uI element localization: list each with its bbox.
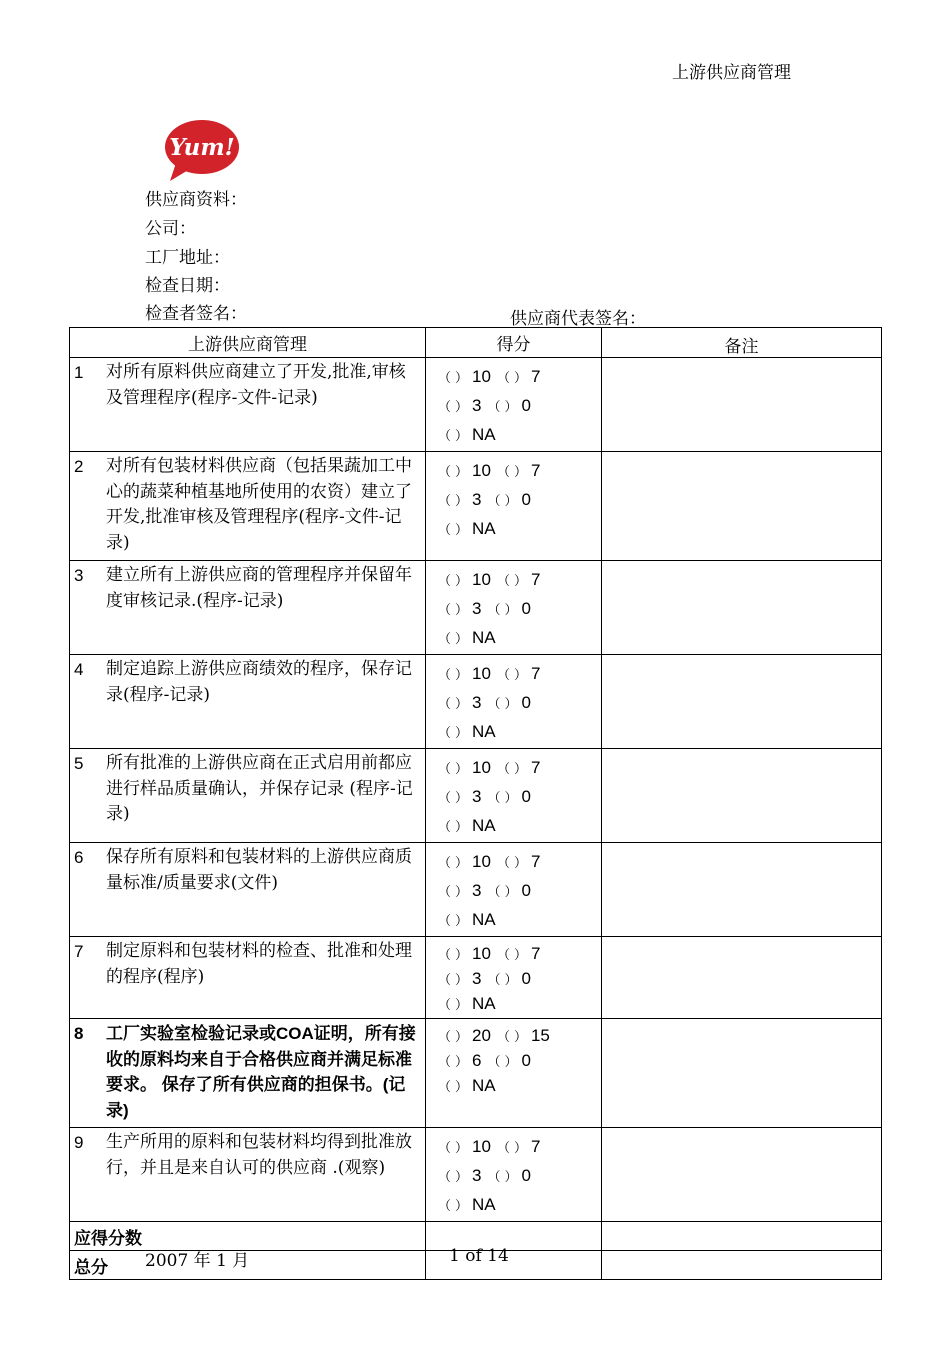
score-value: NA [472, 425, 496, 444]
score-checkbox[interactable]: （） [438, 819, 473, 834]
score-options [426, 358, 602, 452]
score-value: 7 [530, 664, 541, 683]
item-cell [70, 561, 426, 655]
score-checkbox[interactable]: （） [496, 464, 531, 479]
score-value: 3 [472, 693, 482, 712]
score-value: 20 [472, 1026, 491, 1045]
factory-address-label: 工厂地址： [145, 248, 230, 268]
score-value: 0 [521, 787, 531, 806]
table-row [70, 843, 882, 937]
score-checkbox[interactable]: （） [438, 667, 473, 682]
score-value: 10 [472, 1137, 491, 1156]
audit-table [69, 327, 882, 1280]
remarks-cell[interactable] [602, 937, 882, 1019]
total-due-label: 应得分数 [70, 1222, 426, 1251]
total-remarks[interactable] [602, 1251, 882, 1280]
score-option-line [438, 876, 601, 905]
score-checkbox[interactable]: （） [438, 370, 473, 385]
score-option-line [438, 1132, 601, 1161]
score-checkbox[interactable]: （） [438, 761, 473, 776]
score-value: 10 [472, 367, 491, 386]
score-value: 7 [530, 461, 541, 480]
score-checkbox[interactable]: （） [438, 573, 473, 588]
score-value: 10 [472, 664, 491, 683]
score-value: 7 [530, 570, 541, 589]
score-value: 0 [521, 396, 531, 415]
score-checkbox[interactable]: （） [438, 602, 473, 617]
score-checkbox[interactable]: （） [487, 399, 522, 414]
score-option-line [438, 391, 601, 420]
score-options [426, 561, 602, 655]
item-cell [70, 749, 426, 843]
score-checkbox[interactable]: （） [438, 1198, 473, 1213]
score-checkbox[interactable]: （） [438, 696, 473, 711]
footer-date: 2007 年 1 月 [145, 1251, 250, 1271]
score-value: 3 [472, 881, 482, 900]
score-options [426, 749, 602, 843]
score-options [426, 655, 602, 749]
score-options [426, 843, 602, 937]
remarks-cell[interactable] [602, 358, 882, 452]
score-options [426, 1019, 602, 1128]
score-option-line [438, 782, 601, 811]
table-row [70, 1128, 882, 1222]
score-option-line [438, 485, 601, 514]
score-value: 3 [472, 787, 482, 806]
score-option-line [438, 362, 601, 391]
score-value: 3 [472, 1166, 482, 1185]
score-value: 10 [472, 758, 491, 777]
score-option-line [438, 717, 601, 746]
score-value: NA [472, 1195, 496, 1214]
score-option-line [438, 1048, 601, 1073]
item-number: 6 [74, 848, 84, 867]
item-number: 3 [74, 566, 84, 585]
score-value: 10 [472, 461, 491, 480]
table-row [70, 561, 882, 655]
score-option-line [438, 420, 601, 449]
table-row [70, 749, 882, 843]
table-row [70, 1019, 882, 1128]
score-option-line [438, 659, 601, 688]
score-checkbox[interactable]: （） [487, 696, 522, 711]
item-text: 制定追踪上游供应商绩效的程序，保存记录(程序-记录) [106, 659, 412, 705]
score-value: 10 [472, 944, 491, 963]
remarks-cell[interactable] [602, 655, 882, 749]
score-value: NA [472, 1076, 496, 1095]
item-cell [70, 937, 426, 1019]
score-value: NA [472, 816, 496, 835]
score-value: 0 [521, 969, 531, 988]
score-value: 0 [521, 490, 531, 509]
column-header-item: 上游供应商管理 [70, 328, 426, 358]
remarks-cell[interactable] [602, 452, 882, 561]
score-checkbox[interactable]: （） [438, 464, 473, 479]
remarks-cell[interactable] [602, 843, 882, 937]
score-option-line [438, 1190, 601, 1219]
score-option-line [438, 514, 601, 543]
score-option-line [438, 847, 601, 876]
score-checkbox[interactable]: （） [438, 1169, 473, 1184]
score-value: 15 [530, 1026, 550, 1045]
table-row [70, 358, 882, 452]
table-row [70, 937, 882, 1019]
column-header-remarks: 备注 [602, 328, 882, 358]
score-checkbox[interactable]: （） [496, 947, 531, 962]
score-checkbox[interactable]: （） [487, 1169, 522, 1184]
score-value: 3 [472, 969, 482, 988]
inspection-date-label: 检查日期： [145, 276, 230, 296]
item-cell [70, 1128, 426, 1222]
score-option-line [438, 941, 601, 966]
table-row [70, 655, 882, 749]
score-checkbox[interactable]: （） [438, 399, 473, 414]
score-value: 10 [472, 570, 491, 589]
score-value: 7 [530, 758, 541, 777]
score-checkbox[interactable]: （） [496, 1140, 531, 1155]
score-value: 0 [521, 599, 531, 618]
item-text: 生产所用的原料和包装材料均得到批准放行，并且是来自认可的供应商 .(观察) [106, 1132, 412, 1178]
score-checkbox[interactable]: （） [487, 884, 522, 899]
score-option-line [438, 966, 601, 991]
score-options [426, 937, 602, 1019]
score-value: 3 [472, 599, 482, 618]
score-option-line [438, 594, 601, 623]
score-checkbox[interactable]: （） [438, 428, 473, 443]
score-option-line [438, 688, 601, 717]
score-value: 7 [530, 367, 541, 386]
score-option-line [438, 753, 601, 782]
score-options [426, 452, 602, 561]
score-checkbox[interactable]: （） [438, 1079, 473, 1094]
score-value: NA [472, 910, 496, 929]
score-checkbox[interactable]: （） [496, 855, 531, 870]
score-value: 3 [472, 396, 482, 415]
score-checkbox[interactable]: （） [438, 884, 473, 899]
score-option-line [438, 1073, 601, 1098]
svg-text:Yum!: Yum! [169, 134, 235, 161]
item-text: 对所有包装材料供应商（包括果蔬加工中心的蔬菜种植基地所使用的农资）建立了开发,批准审核及管理程序(程序-文件-记录) [106, 456, 412, 553]
remarks-cell[interactable] [602, 1019, 882, 1128]
score-value: 0 [521, 1051, 531, 1070]
score-value: NA [472, 519, 496, 538]
item-cell [70, 1019, 426, 1128]
score-checkbox[interactable]: （） [496, 370, 531, 385]
item-text: 制定原料和包装材料的检查、批准和处理的程序(程序) [106, 941, 412, 987]
score-value: 3 [472, 490, 482, 509]
score-options [426, 1128, 602, 1222]
score-checkbox[interactable]: （） [487, 790, 522, 805]
score-option-line [438, 623, 601, 652]
score-checkbox[interactable]: （） [438, 493, 473, 508]
score-value: NA [472, 722, 496, 741]
company-label: 公司： [145, 219, 196, 239]
item-text: 工厂实验室检验记录或COA证明，所有接收的原料均来自于合格供应商并满足标准要求。 保存了所有供应商的担保书。(记录) [106, 1024, 416, 1120]
score-value: 0 [521, 1166, 531, 1185]
score-checkbox[interactable]: （） [487, 1054, 522, 1069]
score-checkbox[interactable]: （） [438, 1140, 473, 1155]
item-number: 5 [74, 754, 84, 773]
score-value: 7 [530, 852, 541, 871]
score-checkbox[interactable]: （） [487, 972, 522, 987]
score-value: 10 [472, 852, 491, 871]
score-checkbox[interactable]: （） [438, 631, 473, 646]
score-checkbox[interactable]: （） [438, 1029, 473, 1044]
page-number: 1 of 14 [449, 1246, 509, 1266]
score-checkbox[interactable]: （） [438, 725, 473, 740]
item-text: 对所有原料供应商建立了开发,批准,审核及管理程序(程序-文件-记录) [106, 362, 406, 408]
remarks-cell[interactable] [602, 749, 882, 843]
remarks-cell[interactable] [602, 561, 882, 655]
score-checkbox[interactable]: （） [438, 522, 473, 537]
score-checkbox[interactable]: （） [438, 855, 473, 870]
score-value: 7 [530, 1137, 541, 1156]
score-checkbox[interactable]: （） [496, 1029, 531, 1044]
score-value: 6 [472, 1051, 482, 1070]
score-checkbox[interactable]: （） [438, 790, 473, 805]
score-option-line [438, 456, 601, 485]
item-number: 8 [74, 1024, 84, 1043]
score-value: 7 [530, 944, 541, 963]
item-cell [70, 358, 426, 452]
item-number: 4 [74, 660, 84, 679]
score-checkbox[interactable]: （） [496, 761, 531, 776]
score-option-line [438, 1161, 601, 1190]
item-number: 1 [74, 363, 84, 382]
item-number: 7 [74, 942, 84, 961]
total-label: 总分 [70, 1251, 426, 1280]
score-value: 0 [521, 881, 531, 900]
supplier-rep-signature-label: 供应商代表签名： [510, 309, 646, 329]
page-header-title: 上游供应商管理 [672, 63, 791, 83]
score-value: NA [472, 994, 496, 1013]
score-option-line [438, 565, 601, 594]
item-text: 保存所有原料和包装材料的上游供应商质量标准/质量要求(文件) [106, 847, 412, 893]
score-checkbox[interactable]: （） [438, 913, 473, 928]
item-text: 所有批准的上游供应商在正式启用前都应进行样品质量确认，并保存记录 (程序-记录) [106, 753, 413, 824]
item-cell [70, 452, 426, 561]
score-checkbox[interactable]: （） [438, 972, 473, 987]
inspector-signature-label: 检查者签名： [145, 304, 247, 324]
score-checkbox[interactable]: （） [438, 1054, 473, 1069]
score-value: 0 [521, 693, 531, 712]
score-checkbox[interactable]: （） [487, 602, 522, 617]
score-option-line [438, 991, 601, 1016]
score-checkbox[interactable]: （） [438, 997, 473, 1012]
score-option-line [438, 1023, 601, 1048]
table-row [70, 452, 882, 561]
score-checkbox[interactable]: （） [438, 947, 473, 962]
item-cell [70, 655, 426, 749]
total-due-remarks[interactable] [602, 1222, 882, 1251]
score-checkbox[interactable]: （） [496, 573, 531, 588]
score-option-line [438, 811, 601, 840]
score-checkbox[interactable]: （） [487, 493, 522, 508]
score-option-line [438, 905, 601, 934]
item-text: 建立所有上游供应商的管理程序并保留年度审核记录.(程序-记录) [106, 565, 412, 611]
remarks-cell[interactable] [602, 1128, 882, 1222]
item-number: 2 [74, 457, 84, 476]
score-checkbox[interactable]: （） [496, 667, 531, 682]
item-cell [70, 843, 426, 937]
yum-logo [162, 119, 244, 185]
supplier-info-label: 供应商资料： [145, 190, 247, 210]
score-value: NA [472, 628, 496, 647]
column-header-score: 得分 [426, 328, 602, 358]
item-number: 9 [74, 1133, 84, 1152]
